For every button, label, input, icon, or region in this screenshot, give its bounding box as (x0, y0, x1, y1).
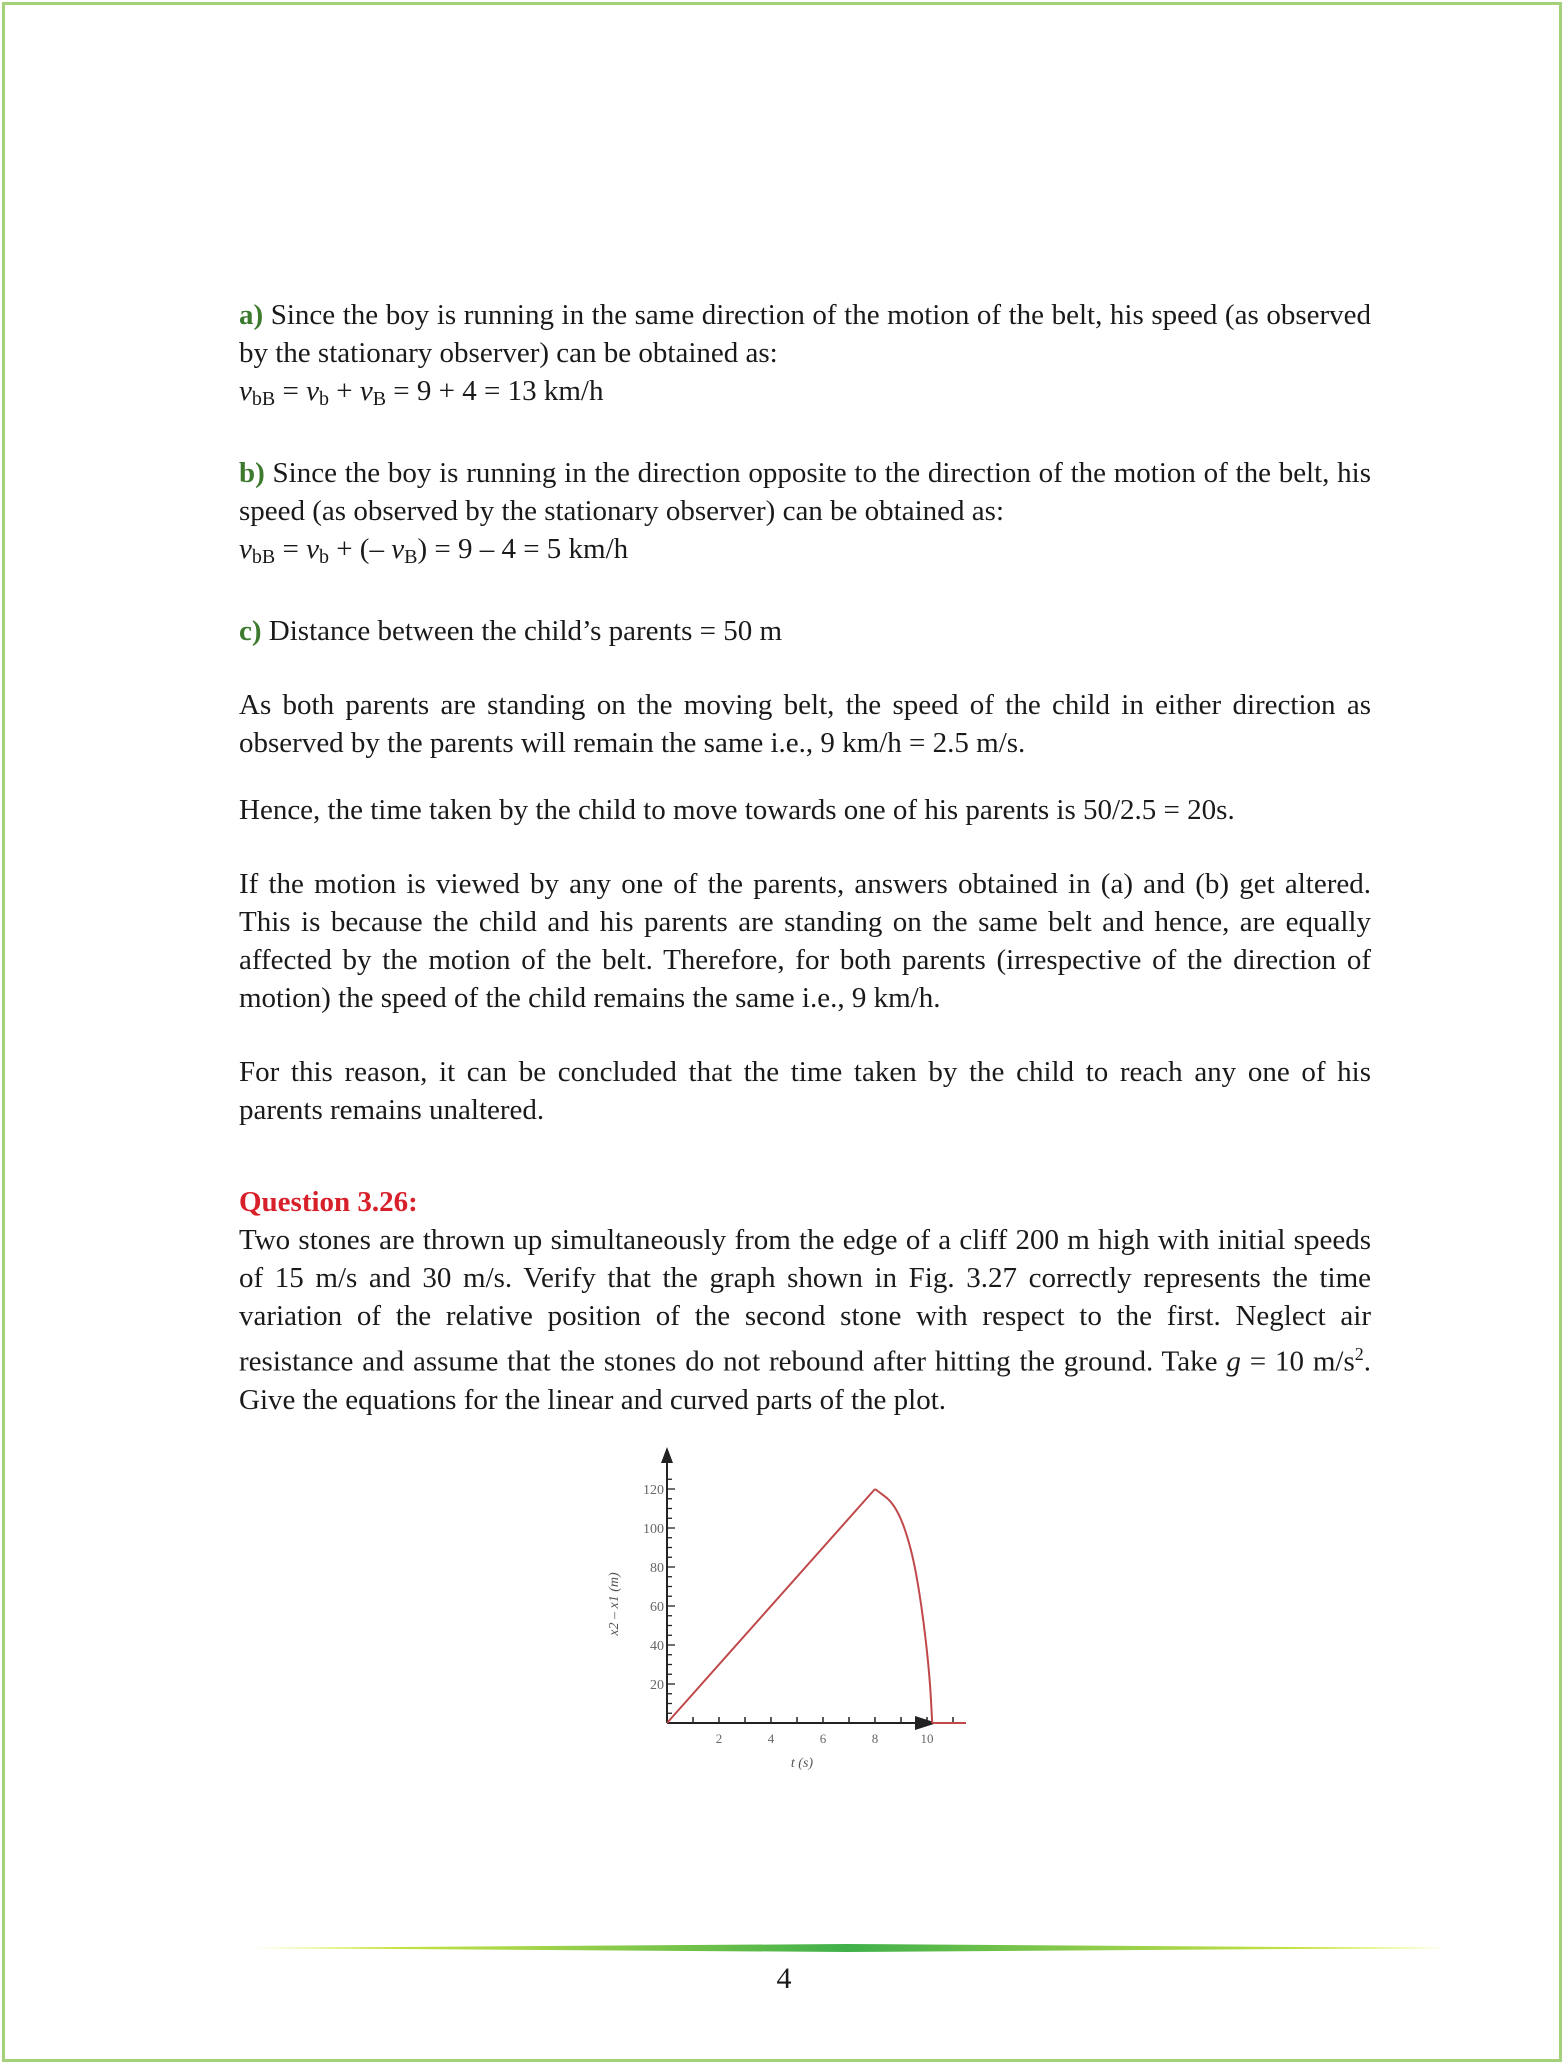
y-tick-label: 80 (650, 1560, 664, 1576)
question-title: Question 3.26: (239, 1186, 418, 1218)
x-axis-label: t (s) (790, 1755, 814, 1771)
footer-rule (247, 1944, 1447, 1952)
part-c-text: Distance between the child’s parents = 50 m (268, 615, 783, 647)
y-tick-label: 40 (650, 1638, 664, 1654)
part-a-text: Since the boy is running in the same direction of the motion of the belt, his speed (as observed by the stationary observer) can be obtained as: (239, 299, 1372, 369)
paragraph-4: For this reason, it can be concluded that the time taken by the child to reach any one of his parents remains unaltered. (239, 1056, 1371, 1126)
part-b-equation: $v_{bB} = v_b$ + (– $v_B) = 9 - 4 = 5$ km/h (239, 533, 629, 568)
y-tick-label: 20 (650, 1677, 664, 1693)
paragraph-1: As both parents are standing on the moving belt, the speed of the child in either direction as observed by the parents will remain the same i.e., 9 km/h = 2.5 m/s. (239, 689, 1371, 759)
y-tick-label: 100 (643, 1521, 664, 1537)
x-tick-label: 6 (819, 1730, 827, 1746)
part-b-label: b) (239, 457, 265, 489)
part-b (239, 454, 1371, 530)
y-axis-arrow-icon (661, 1447, 673, 1463)
question-text: Two stones are thrown up simultaneously from the edge of a cliff 200 m high with initial speeds of 15 m/s and 30 m/s. Verify that the graph shown in Fig. 3.27 correctly represents the time variation of the relative position of the second stone with respect to the first. Neglect air resistance and assume that the stones do not rebound after hitting the ground. Take g = 10 $m/s^2$. Give the equations for the linear and curved parts of the plot. (239, 1224, 1371, 1416)
y-axis-label: x2 – x1 (m) (607, 1571, 622, 1636)
y-tick-label: 120 (643, 1482, 664, 1498)
series-curved-part (875, 1489, 932, 1723)
part-c (239, 612, 1371, 650)
part-a-label: a) (239, 299, 264, 331)
x-tick-label: 2 (715, 1730, 723, 1746)
paragraph-3: If the motion is viewed by any one of the parents, answers obtained in (a) and (b) get altered. This is because the child and his parents are standing on the same belt and hence, are equally affected by the motion of the belt. Therefore, for both parents (irrespective of the direction of motion) the speed of the child remains the same i.e., 9 km/h. (239, 868, 1371, 1014)
part-a (239, 296, 1371, 372)
part-b-text: Since the boy is running in the direction opposite to the direction of the motion of the belt, his speed (as observed by the stationary observer) can be obtained as: (239, 457, 1372, 527)
relative-position-chart (582, 1429, 1022, 1774)
x-tick-label: 8 (871, 1730, 879, 1746)
x-tick-label: 4 (767, 1730, 775, 1746)
page-number: 4 (776, 1962, 792, 1995)
page-content (239, 296, 1371, 1774)
part-c-label: c) (239, 615, 262, 647)
y-tick-label: 60 (650, 1599, 664, 1615)
paragraph-2: Hence, the time taken by the child to move towards one of his parents is 50/2.5 = 20s. (239, 794, 1235, 826)
series-linear-part (667, 1489, 875, 1723)
x-tick-label: 10 (920, 1730, 934, 1746)
part-a-equation: $v_{bB} = v_b + v_B = 9 + 4 = 13$ km/h (239, 375, 604, 410)
